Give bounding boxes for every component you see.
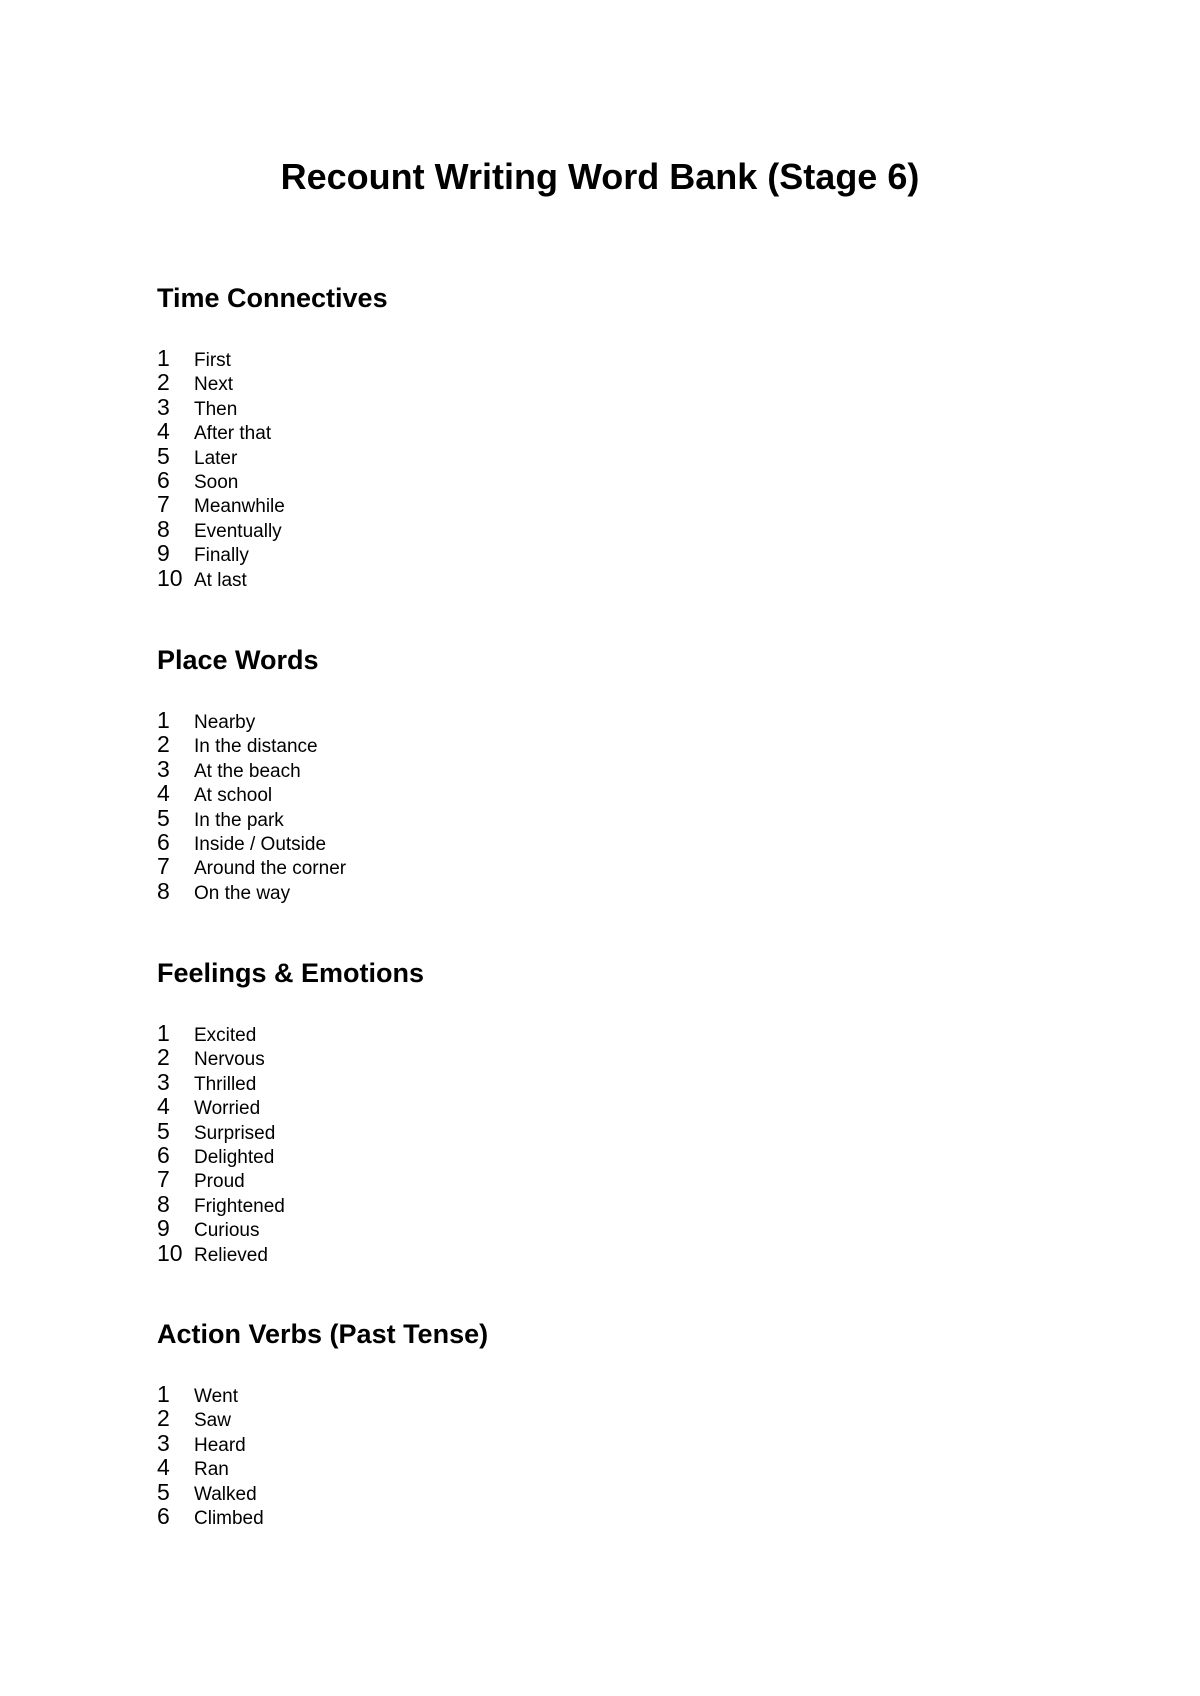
list-item	[157, 1021, 1057, 1045]
item-number: 6	[157, 828, 170, 855]
item-text: At last	[194, 569, 247, 591]
list-item	[157, 395, 1057, 419]
list-item	[157, 1167, 1057, 1191]
item-number: 3	[157, 755, 170, 782]
item-text: Soon	[194, 471, 239, 493]
item-number: 4	[157, 780, 170, 807]
list-item	[157, 1216, 1057, 1240]
item-number: 5	[157, 804, 170, 831]
list-item	[157, 830, 1057, 854]
item-number: 5	[157, 442, 170, 469]
list-item	[157, 1455, 1057, 1479]
item-number: 7	[157, 491, 170, 518]
item-text: Ran	[194, 1459, 229, 1481]
item-number: 4	[157, 418, 170, 445]
list-item	[157, 1504, 1057, 1528]
item-text: Excited	[194, 1025, 257, 1046]
item-number: 2	[157, 1405, 170, 1432]
item-text: Delighted	[194, 1146, 275, 1168]
item-number: 1	[157, 707, 170, 733]
list-item	[157, 879, 1057, 903]
list-item	[157, 1192, 1057, 1216]
word-list	[157, 1382, 1057, 1528]
item-number: 7	[157, 1166, 170, 1193]
item-text: Worried	[194, 1098, 261, 1120]
item-number: 1	[157, 1381, 170, 1407]
item-text: Eventually	[194, 520, 282, 542]
item-text: Went	[194, 1386, 239, 1407]
item-number: 4	[157, 1093, 170, 1120]
word-list	[157, 1021, 1057, 1265]
list-item	[157, 757, 1057, 781]
item-number: 2	[157, 369, 170, 396]
list-item	[157, 806, 1057, 830]
section-action-verbs	[157, 1318, 1057, 1528]
list-item	[157, 732, 1057, 756]
item-number: 9	[157, 1215, 170, 1242]
item-text: Heard	[194, 1434, 246, 1456]
list-item	[157, 1382, 1057, 1406]
item-number: 5	[157, 1478, 170, 1505]
item-text: In the distance	[194, 736, 318, 758]
item-number: 7	[157, 853, 170, 880]
list-item	[157, 1045, 1057, 1069]
item-number: 1	[157, 1020, 170, 1046]
section-heading: Time Connectives	[157, 283, 388, 313]
item-number: 3	[157, 1068, 170, 1095]
item-text: Next	[194, 374, 234, 396]
item-number: 10	[157, 1239, 183, 1266]
list-item	[157, 1241, 1057, 1265]
list-item	[157, 492, 1057, 516]
list-item	[157, 1119, 1057, 1143]
item-text: Finally	[194, 545, 249, 567]
list-item	[157, 444, 1057, 468]
page-title: Recount Writing Word Bank (Stage 6)	[280, 156, 920, 197]
item-number: 3	[157, 1429, 170, 1456]
section-heading: Action Verbs (Past Tense)	[157, 1319, 489, 1349]
item-text: Proud	[194, 1171, 245, 1193]
item-text: Frightened	[194, 1195, 285, 1217]
item-text: Curious	[194, 1220, 260, 1242]
word-list	[157, 346, 1057, 590]
item-number: 8	[157, 877, 170, 904]
item-number: 3	[157, 393, 170, 420]
item-text: Later	[194, 447, 238, 469]
section-place-words	[157, 644, 1057, 903]
list-item	[157, 708, 1057, 732]
list-item	[157, 517, 1057, 541]
item-text: Walked	[194, 1483, 257, 1505]
item-number: 4	[157, 1454, 170, 1481]
item-text: First	[194, 350, 231, 371]
item-number: 6	[157, 466, 170, 493]
list-item	[157, 1070, 1057, 1094]
list-item	[157, 1406, 1057, 1430]
item-number: 5	[157, 1117, 170, 1144]
list-item	[157, 370, 1057, 394]
list-item	[157, 1143, 1057, 1167]
item-text: Nervous	[194, 1049, 265, 1071]
item-number: 1	[157, 345, 170, 371]
word-list	[157, 708, 1057, 903]
item-text: Nearby	[194, 712, 256, 733]
item-text: Meanwhile	[194, 496, 285, 518]
list-item	[157, 854, 1057, 878]
section-heading: Place Words	[157, 645, 319, 675]
item-text: On the way	[194, 882, 291, 904]
section-feelings-emotions	[157, 957, 1057, 1265]
list-item	[157, 541, 1057, 565]
list-item	[157, 1480, 1057, 1504]
list-item	[157, 1431, 1057, 1455]
item-number: 10	[157, 564, 183, 591]
item-number: 8	[157, 515, 170, 542]
item-text: Thrilled	[194, 1073, 257, 1095]
item-number: 9	[157, 540, 170, 567]
list-item	[157, 419, 1057, 443]
item-text: Then	[194, 398, 238, 420]
list-item	[157, 346, 1057, 370]
item-text: Surprised	[194, 1122, 276, 1144]
item-text: Climbed	[194, 1507, 264, 1529]
item-text: Inside / Outside	[194, 833, 327, 855]
item-number: 2	[157, 731, 170, 758]
item-number: 6	[157, 1141, 170, 1168]
item-text: After that	[194, 423, 272, 445]
section-heading: Feelings & Emotions	[157, 958, 425, 988]
item-text: Relieved	[194, 1244, 268, 1266]
item-text: Around the corner	[194, 858, 347, 880]
item-text: At the beach	[194, 760, 301, 782]
item-number: 2	[157, 1044, 170, 1071]
item-text: In the park	[194, 809, 284, 831]
item-text: Saw	[194, 1410, 231, 1432]
list-item	[157, 1094, 1057, 1118]
list-item	[157, 781, 1057, 805]
section-time-connectives	[157, 282, 1057, 590]
list-item	[157, 566, 1057, 590]
item-number: 6	[157, 1502, 170, 1529]
list-item	[157, 468, 1057, 492]
item-text: At school	[194, 785, 273, 807]
item-number: 8	[157, 1190, 170, 1217]
